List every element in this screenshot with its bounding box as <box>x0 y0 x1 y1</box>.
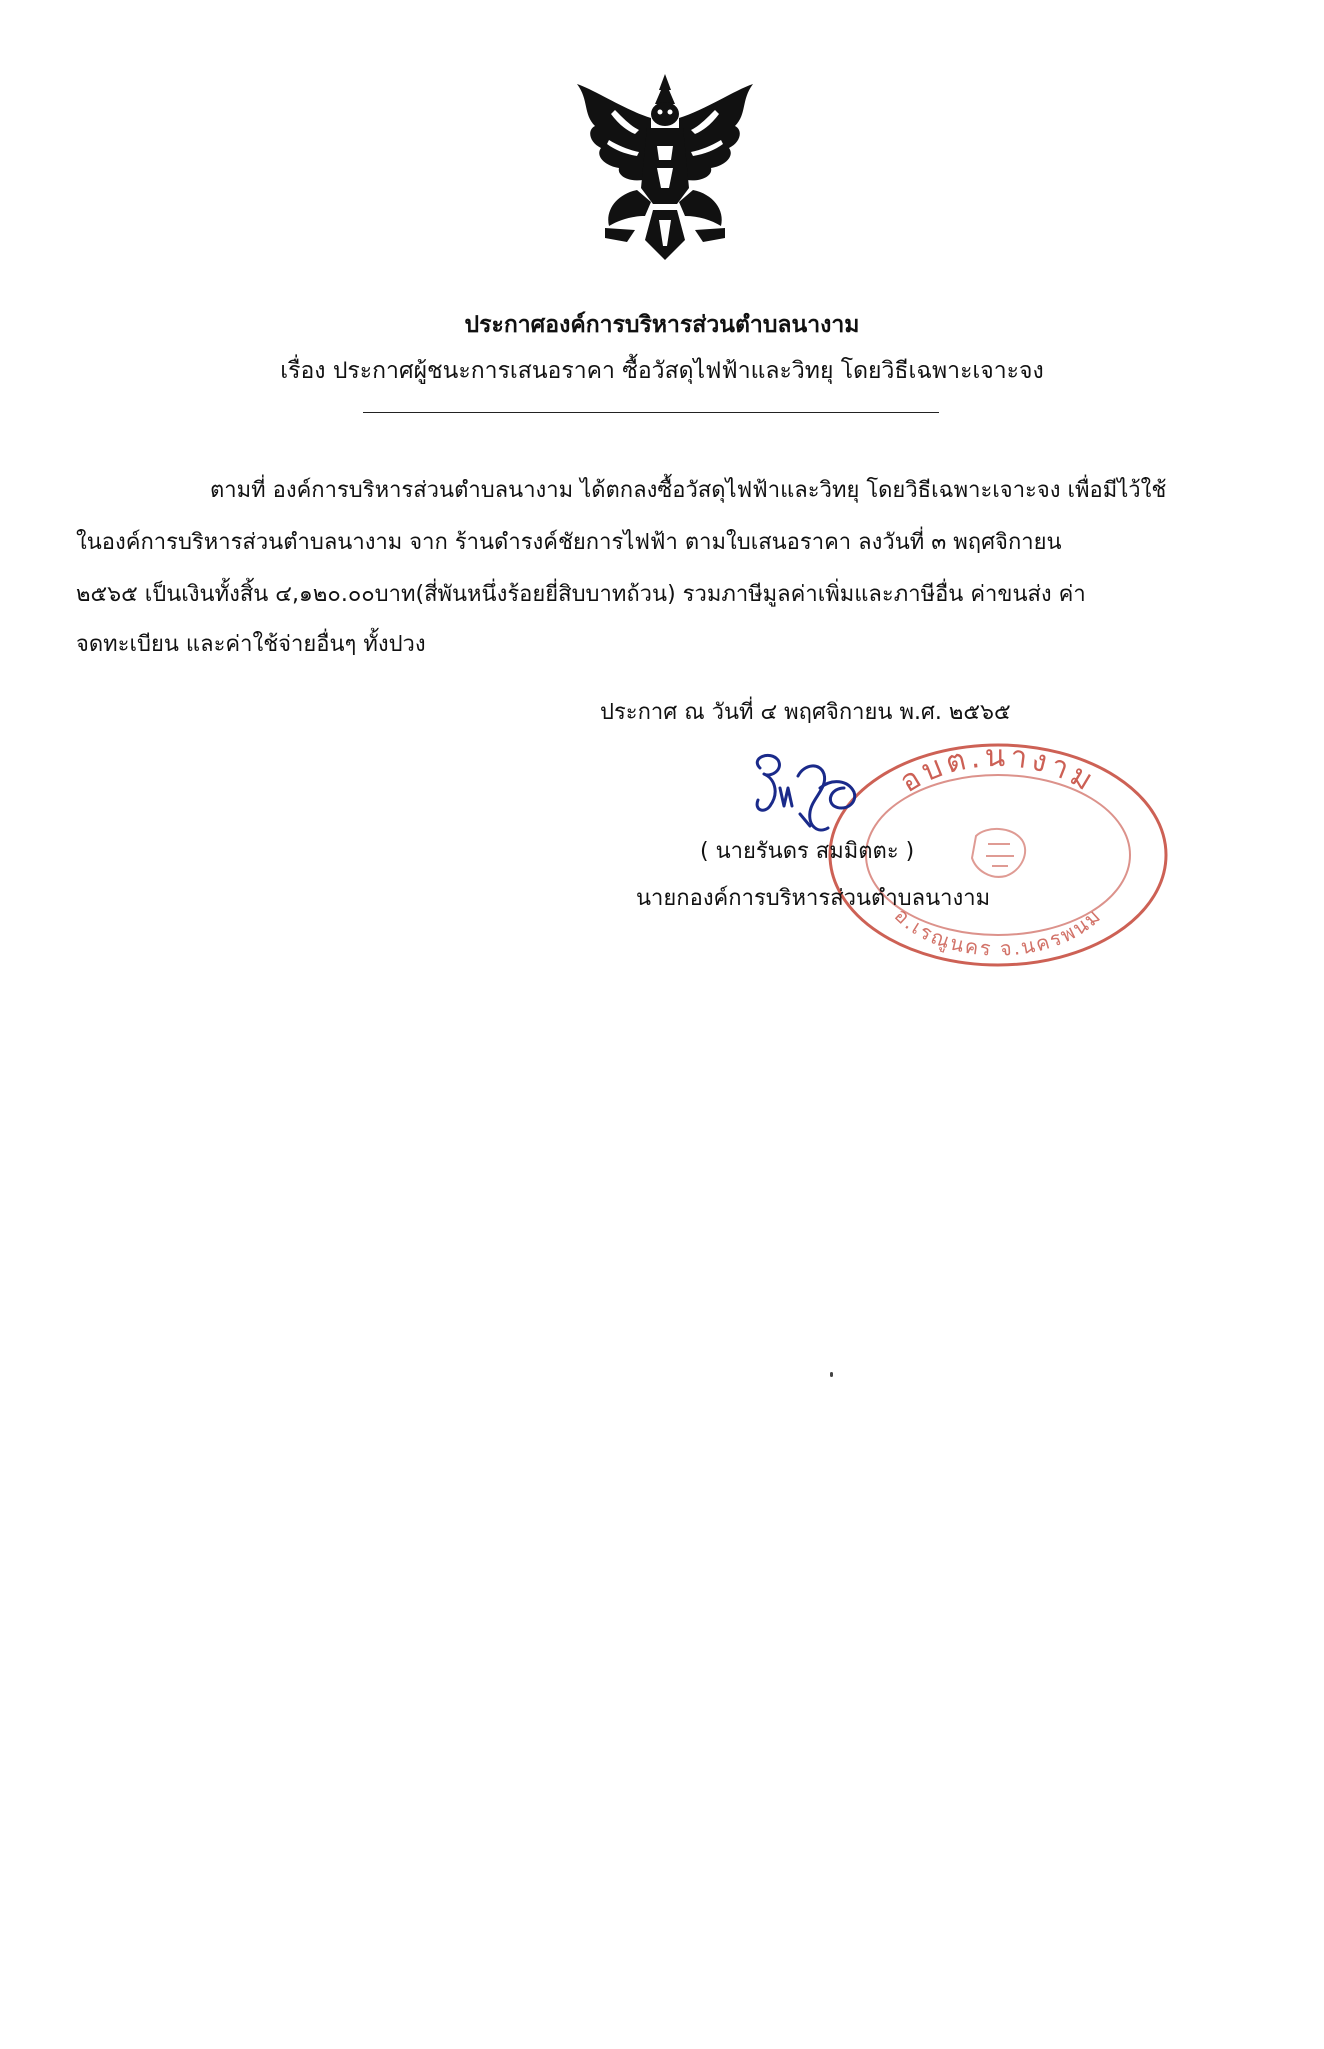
announcement-subject: เรื่อง ประกาศผู้ชนะการเสนอราคา ซื้อวัสดุไฟฟ้าและวิทยุ โดยวิธีเฉพาะเจาะจง <box>280 358 1044 384</box>
body-line: ในองค์การบริหารส่วนตำบลนางาม จาก ร้านดำรงค์ชัยการไฟฟ้า ตามใบเสนอราคา ลงวันที่ ๓ พฤศจิกายน <box>76 530 1062 555</box>
body-line: จดทะเบียน และค่าใช้จ่ายอื่นๆ ทั้งปวง <box>76 632 426 657</box>
announcement-date: ประกาศ ณ วันที่ ๔ พฤศจิกายน พ.ศ. ๒๕๖๕ <box>600 700 1011 725</box>
signer-name: ( นายรันดร สมมิตตะ ) <box>700 839 915 864</box>
seal-bottom-text: อ.เรณูนคร จ.นครพนม <box>889 902 1107 961</box>
garuda-emblem-icon <box>565 70 765 270</box>
svg-text:อบต.นางาม <box>894 740 1102 800</box>
scan-speck <box>830 1372 833 1377</box>
signer-position: นายกองค์การบริหารส่วนตำบลนางาม <box>636 886 991 911</box>
seal-top-text: อบต.นางาม <box>893 740 1103 800</box>
title-divider <box>363 412 939 413</box>
announcement-title: ประกาศองค์การบริหารส่วนตำบลนางาม <box>464 312 860 338</box>
body-line: ๒๕๖๕ เป็นเงินทั้งสิ้น ๔,๑๒๐.๐๐บาท(สี่พันหนึ่งร้อยยี่สิบบาทถ้วน) รวมภาษีมูลค่าเพิ่มและภาษีอื่น ค่าขนส่ง ค่า <box>76 582 1086 607</box>
body-line: ตามที่ องค์การบริหารส่วนตำบลนางาม ได้ตกลงซื้อวัสดุไฟฟ้าและวิทยุ โดยวิธีเฉพาะเจาะจง เพื่อมีไว้ใช้ <box>210 478 1167 503</box>
